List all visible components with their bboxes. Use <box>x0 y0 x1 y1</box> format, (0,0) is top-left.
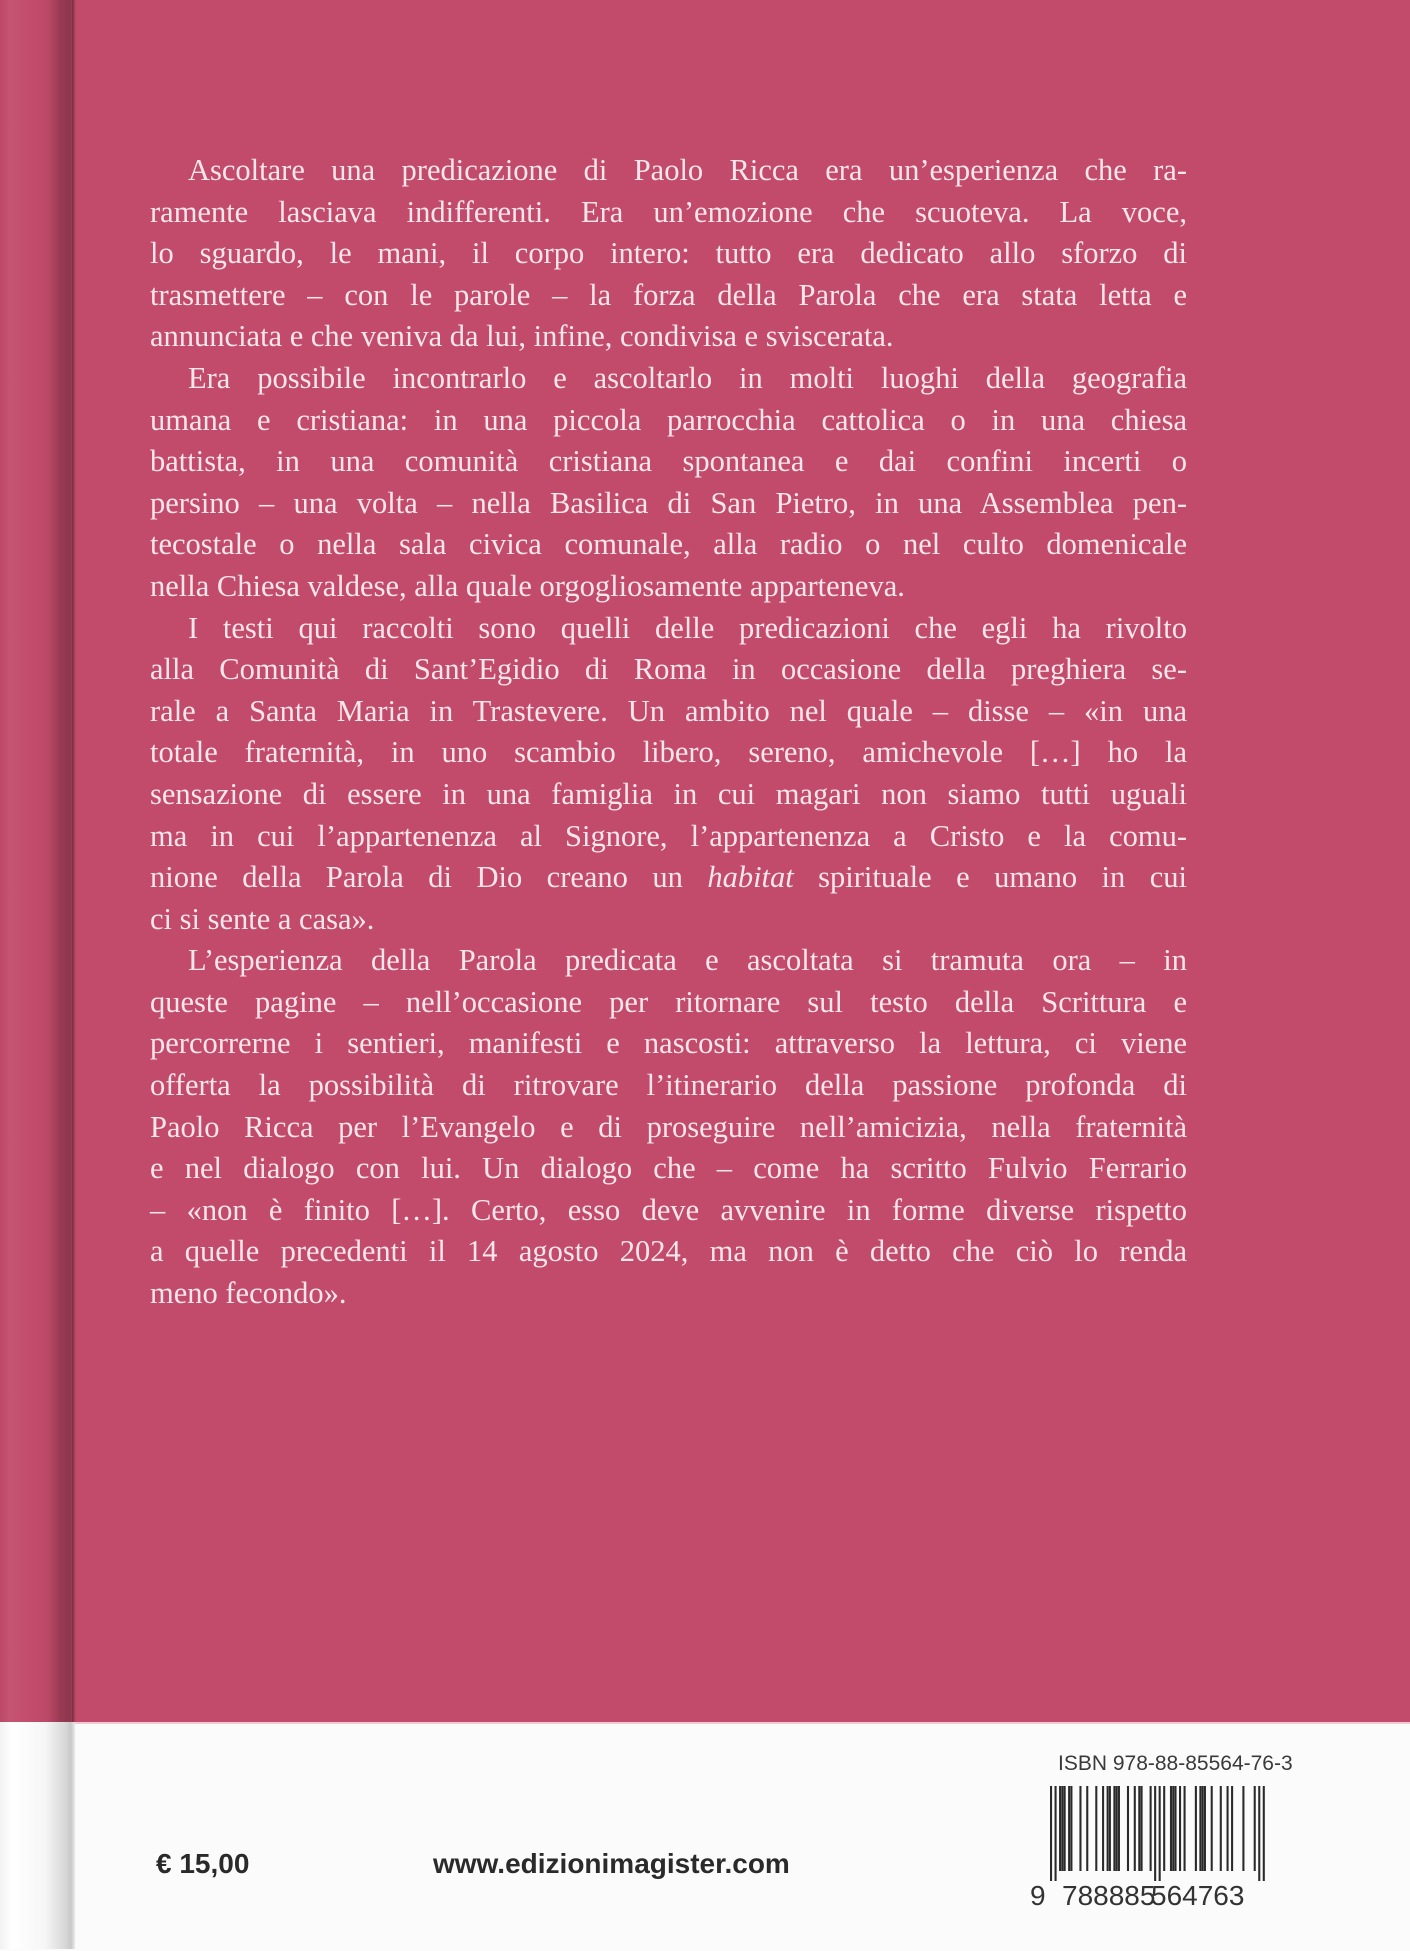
barcode-bar <box>1170 1786 1172 1871</box>
barcode-bar <box>1163 1786 1165 1871</box>
barcode-bar <box>1254 1786 1256 1871</box>
blurb-line: umana e cristiana: in una piccola parrocchia cattolica o in una chiesa <box>150 402 1187 437</box>
barcode-bar <box>1150 1786 1152 1871</box>
blurb-line: – «non è finito […]. Certo, esso deve avvenire in forme diverse rispetto <box>150 1192 1187 1227</box>
barcode <box>1050 1786 1265 1881</box>
blurb-text-run: spirituale e umano in cui <box>793 860 1187 895</box>
blurb-line: persino – una volta – nella Basilica di San Pietro, in una Assemblea pen- <box>150 485 1187 520</box>
paragraph-1 <box>150 150 1187 358</box>
blurb-line: meno fecondo». <box>150 1276 347 1311</box>
barcode-bar <box>1061 1786 1063 1871</box>
blurb-line: annunciata e che veniva da lui, infine, condivisa e sviscerata. <box>150 319 894 354</box>
barcode-bar <box>1055 1786 1057 1881</box>
spine-hinge <box>72 0 76 1949</box>
barcode-bar <box>1127 1786 1129 1871</box>
barcode-digit-first: 9 <box>1030 1880 1046 1911</box>
barcode-bar <box>1079 1786 1081 1871</box>
barcode-bar <box>1113 1786 1115 1871</box>
blurb-line: percorrerne i sentieri, manifesti e nascosti: attraverso la lettura, ci viene <box>150 1026 1187 1061</box>
blurb-line: Paolo Ricca per l’Evangelo e di proseguire nell’amicizia, nella fraternità <box>150 1109 1187 1144</box>
blurb-line: lo sguardo, le mani, il corpo intero: tutto era dedicato allo sforzo di <box>150 236 1187 271</box>
blurb-line: trasmettere – con le parole – la forza della Parola che era stata letta e <box>150 277 1187 312</box>
blurb-line: tecostale o nella sala civica comunale, alla radio o nel culto domenicale <box>150 527 1187 562</box>
paragraph-3 <box>150 608 1187 941</box>
isbn-label: ISBN 978-88-85564-76-3 <box>1058 1752 1293 1775</box>
barcode-bar <box>1138 1786 1140 1871</box>
barcode-bar <box>1134 1786 1136 1871</box>
blurb-text-run: nione della Parola di Dio creano un <box>150 860 708 895</box>
barcode-bar <box>1195 1786 1197 1871</box>
barcode-bar <box>1068 1786 1070 1871</box>
barcode-bar <box>1086 1786 1088 1871</box>
blurb-line: nella Chiesa valdese, alla quale orgogliosamente apparteneva. <box>150 568 905 603</box>
italic-term: habitat <box>707 860 794 895</box>
barcode-bar <box>1227 1786 1229 1871</box>
barcode-bar <box>1102 1786 1104 1871</box>
barcode-bar <box>1154 1786 1156 1881</box>
blurb-line-habitat <box>150 857 1187 899</box>
paragraph-2 <box>150 358 1187 608</box>
paragraph-4 <box>150 940 1187 1314</box>
blurb-line: alla Comunità di Sant’Egidio di Roma in occasione della preghiera se- <box>150 652 1187 687</box>
barcode-bar <box>1109 1786 1111 1871</box>
book-spine <box>0 0 75 1949</box>
barcode-digits-left: 788885 <box>1062 1880 1156 1911</box>
barcode-bar <box>1202 1786 1204 1871</box>
barcode-bar <box>1231 1786 1233 1871</box>
blurb-line: ci si sente a casa». <box>150 901 375 936</box>
footer-spine <box>0 1722 75 1949</box>
barcode-bar <box>1199 1786 1201 1871</box>
blurb-line: sensazione di essere in una famiglia in cui magari non siamo tutti uguali <box>150 776 1187 811</box>
barcode-bar <box>1242 1786 1244 1871</box>
blurb-line: queste pagine – nell’occasione per ritornare sul testo della Scrittura e <box>150 984 1187 1019</box>
blurb-line: rale a Santa Maria in Trastevere. Un ambito nel quale – disse – «in una <box>150 693 1187 728</box>
blurb-line: ma in cui l’appartenenza al Signore, l’appartenenza a Cristo e la comu- <box>150 818 1187 853</box>
barcode-digits-right: 564763 <box>1151 1880 1245 1911</box>
blurb-line: battista, in una comunità cristiana spontanea e dai confini incerti o <box>150 444 1187 479</box>
barcode-bar <box>1179 1786 1181 1871</box>
barcode-bar <box>1107 1786 1109 1871</box>
barcode-bar <box>1050 1786 1052 1881</box>
blurb-line: Era possibile incontrarlo e ascoltarlo in molti luoghi della geografia <box>188 360 1187 395</box>
barcode-bar <box>1220 1786 1222 1871</box>
barcode-bar <box>1059 1786 1061 1871</box>
blurb-text <box>150 150 1187 1315</box>
barcode-bar <box>1258 1786 1260 1881</box>
barcode-bar <box>1116 1786 1118 1871</box>
blurb-line: offerta la possibilità di ritrovare l’itinerario della passione profonda di <box>150 1068 1187 1103</box>
barcode-bar <box>1263 1786 1265 1881</box>
website-link[interactable]: www.edizionimagister.com <box>433 1848 790 1879</box>
blurb-line: L’esperienza della Parola predicata e ascoltata si tramuta ora – in <box>188 943 1187 978</box>
barcode-bar <box>1204 1786 1206 1871</box>
barcode-bar <box>1064 1786 1066 1871</box>
barcode-bar <box>1159 1786 1161 1881</box>
price-label: € 15,00 <box>156 1848 250 1879</box>
barcode-bar <box>1070 1786 1072 1871</box>
barcode-bar <box>1184 1786 1186 1871</box>
barcode-bar <box>1095 1786 1097 1871</box>
blurb-line: Ascoltare una predicazione di Paolo Ricca era un’esperienza che ra- <box>188 153 1187 187</box>
barcode-bar <box>1172 1786 1174 1871</box>
blurb-line: ramente lasciava indifferenti. Era un’emozione che scuoteva. La voce, <box>150 194 1187 229</box>
barcode-bar <box>1211 1786 1213 1871</box>
blurb-line: I testi qui raccolti sono quelli delle predicazioni che egli ha rivolto <box>188 610 1187 645</box>
barcode-bar <box>1118 1786 1120 1871</box>
barcode-bar <box>1174 1786 1176 1871</box>
blurb-line: e nel dialogo con lui. Un dialogo che – come ha scritto Fulvio Ferrario <box>150 1151 1187 1186</box>
blurb-line: totale fraternità, in uno scambio libero, sereno, amichevole […] ho la <box>150 735 1187 770</box>
barcode-bar <box>1141 1786 1143 1871</box>
blurb-line: a quelle precedenti il 14 agosto 2024, ma non è detto che ciò lo renda <box>150 1234 1187 1269</box>
